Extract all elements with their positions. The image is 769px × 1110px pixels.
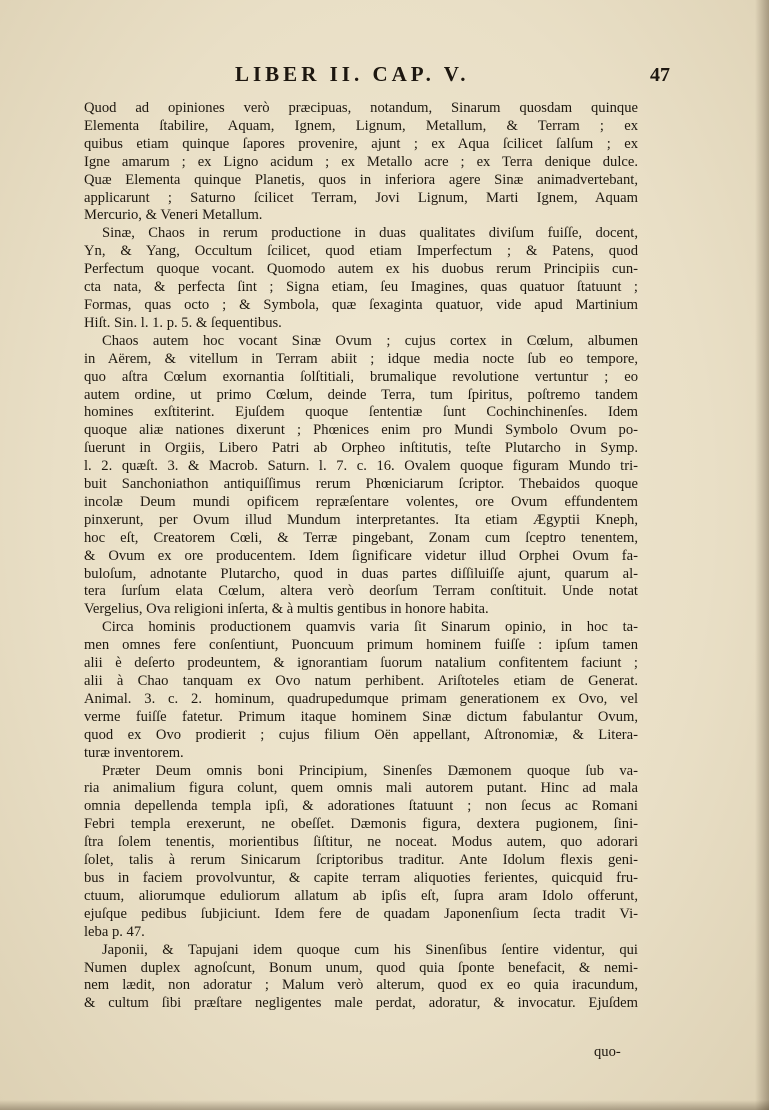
text-line: ſtra ſolem tenentis, morientibus ſiſtitur, ne noceat. Modus autem, quo adorari <box>84 834 638 851</box>
catchword: quo- <box>594 1044 621 1060</box>
text-line: quo aſtra Cœlum exornantia ſolſtitiali, brumalique revolutione vertuntur ; eo <box>84 368 638 385</box>
body-text <box>84 100 638 1013</box>
text-line: applicarunt ; Saturno ſcilicet Terram, Jovi Lignum, Marti Ignem, Aquam <box>84 189 638 206</box>
text-line: Febri templa erexerunt, ne obeſſet. Dæmonis figura, dextera pugionem, ſini- <box>84 816 638 833</box>
text-line: Sinæ, Chaos in rerum productione in duas qualitates diviſum fuiſſe, docent, <box>102 225 638 242</box>
page-edge-shadow-right <box>755 0 769 1110</box>
text-line: alii à Chao tanquam ex Ovo natum perhibent. Ariſtoteles etiam de Generat. <box>84 673 638 689</box>
text-line: Perfectum quoque vocant. Quomodo autem ex his duobus rerum Principiis cun- <box>84 261 638 278</box>
text-line: Numen duplex agnoſcunt, Bonum unum, quod quia ſponte benefacit, & nemi- <box>84 959 638 976</box>
text-line: l. 2. quæſt. 3. & Macrob. Saturn. l. 7. c. 16. Ovalem quoque figuram Mundo tri- <box>84 458 638 475</box>
text-line: bus in faciem provolvuntur, & capite terram aliquoties ferientes, quicquid fru- <box>84 869 638 886</box>
text-line: leba p. 47. <box>84 923 145 940</box>
text-line: Vergelius, Ova religioni inſerta, & à multis gentibus in honore habita. <box>84 601 489 618</box>
paragraph <box>84 942 638 1014</box>
paragraph <box>84 100 638 225</box>
text-line: Japonii, & Tapujani idem quoque cum his Sinenſibus ſentire videntur, qui <box>102 941 638 958</box>
page-number: 47 <box>650 64 670 86</box>
text-line: Igne amarum ; ex Ligno acidum ; ex Metallo acre ; ex Terra denique dulce. <box>84 153 638 170</box>
text-line: Præter Deum omnis boni Principium, Sinenſes Dæmonem quoque ſub va- <box>102 762 638 779</box>
text-line: & Ovum ex ore producentem. Idem ſignificare videtur illud Orphei Ovum fa- <box>84 547 638 564</box>
text-line: autem ordine, ut primo Cœlum, deinde Terra, tum ſpiritus, poſtremo tandem <box>84 386 638 403</box>
page-edge-shadow-bottom <box>0 1100 769 1110</box>
text-line: Quæ Elementa quinque Planetis, quos in inferiora agere Sinæ animadvertebant, <box>84 171 638 188</box>
text-line: buit Sanchoniathon antiquiſſimus rerum Phœniciarum ſcriptor. Thebaidos quoque <box>84 476 638 493</box>
text-line: cta nata, & perfecta ſint ; Signa etiam, ſeu Imagines, quas quatuor ſtatuunt ; <box>84 279 638 296</box>
paragraph <box>84 225 638 332</box>
page-header <box>70 62 670 92</box>
text-line: & cultum ſibi præſtare negligentes male perdat, adoratur, & invocatur. Ejuſdem <box>84 995 638 1012</box>
text-line: Yn, & Yang, Occultum ſcilicet, quod etiam Imperfectum ; & Patens, quod <box>84 243 638 260</box>
text-line: ctuum, aliorumque eduliorum allatum ab ipſis eſt, ſupra aram Idolo offerunt, <box>84 887 638 904</box>
text-line: incolæ Deum mundi opificem repræſentare volentes, ore Ovum effundentem <box>84 493 638 510</box>
text-line: turæ inventorem. <box>84 744 184 761</box>
text-line: ſuerunt in Orgiis, Libero Patri ab Orpheo inſtitutis, teſte Plutarcho in Symp. <box>84 440 638 457</box>
text-line: Circa hominis productionem quamvis varia ſit Sinarum opinio, in hoc ta- <box>102 619 638 636</box>
text-line: ſolet, talis à rerum Sinicarum ſcriptoribus traditur. Ante Idolum flexis geni- <box>84 852 638 869</box>
text-line: ejuſque pedibus ſubjiciunt. Idem fere de quadam Japonenſium ſecta tradit Vi- <box>84 905 638 922</box>
paragraph <box>84 763 638 942</box>
text-line: nem lædit, non adoratur ; Malum verò alterum, quod ex eo quia iracundum, <box>84 977 638 994</box>
running-head: LIBER II. CAP. V. <box>235 62 470 86</box>
text-line: men omnes fere conſentiunt, Puoncuum primum hominem fuiſſe : ipſum tamen <box>84 637 638 654</box>
text-line: quoque aliæ nationes dixerunt ; Phœnices enim pro Mundi Symbolo Ovum po- <box>84 422 638 439</box>
paragraph <box>84 333 638 620</box>
text-line: quibus etiam quinque ſapores provenire, ajunt ; ex Aqua ſcilicet ſalſum ; ex <box>84 135 638 152</box>
text-line: tera ſurſum elata Cœlum, altera verò deorſum Terram conſtituit. Unde notat <box>84 583 638 600</box>
text-line: Formas, quas octo ; & Symbola, quæ ſexaginta quatuor, vide apud Martinium <box>84 296 638 313</box>
text-line: pinxerunt, per Ovum illud Mundum interpretantes. Ita etiam Ægyptii Kneph, <box>84 511 638 528</box>
text-line: alii è deſerto prodeuntem, & ignorantiam ſuorum natalium confitentem faciunt ; <box>84 655 638 672</box>
text-line: verme fuiſſe fatetur. Primum itaque hominem Sinæ dictum fabulantur Ovum, <box>84 708 638 725</box>
text-line: homines exſtiterint. Ejuſdem quoque ſententiæ ſunt Cochinchinenſes. Idem <box>84 404 638 421</box>
text-line: in Aërem, & vitellum in Terram abiit ; idque media nocte ſub eo tempore, <box>84 350 638 367</box>
text-line: Animal. 3. c. 2. hominum, quadrupedumque primam generationem ex Ovo, vel <box>84 690 638 707</box>
text-line: Quod ad opiniones verò præcipuas, notandum, Sinarum quosdam quinque <box>84 100 638 116</box>
text-line: Hiſt. Sin. l. 1. p. 5. & ſequentibus. <box>84 314 282 331</box>
text-line: Mercurio, & Veneri Metallum. <box>84 207 263 224</box>
text-line: Elementa ſtabilire, Aquam, Ignem, Lignum, Metallum, & Terram ; ex <box>84 117 638 134</box>
text-line: hoc eſt, Creatorem Cœli, & Terræ pingebant, Zonam cum ſceptro tenentem, <box>84 529 638 546</box>
text-line: ria animalium figura colunt, quem omnis mali autorem putant. Hinc ad mala <box>84 780 638 797</box>
text-line: Chaos autem hoc vocant Sinæ Ovum ; cujus cortex in Cœlum, albumen <box>102 332 638 349</box>
text-line: omnia depellenda templa ipſi, & adorationes ſtatuunt ; non ſecus ac Romani <box>84 798 638 815</box>
text-line: quod ex Ovo prodierit ; cujus filium Oën appellant, Aſtronomiæ, & Litera- <box>84 726 638 743</box>
paragraph <box>84 619 638 762</box>
text-line: buloſum, adnotante Plutarcho, quod in duas partes diſſiluiſſe ajunt, quarum al- <box>84 565 638 582</box>
